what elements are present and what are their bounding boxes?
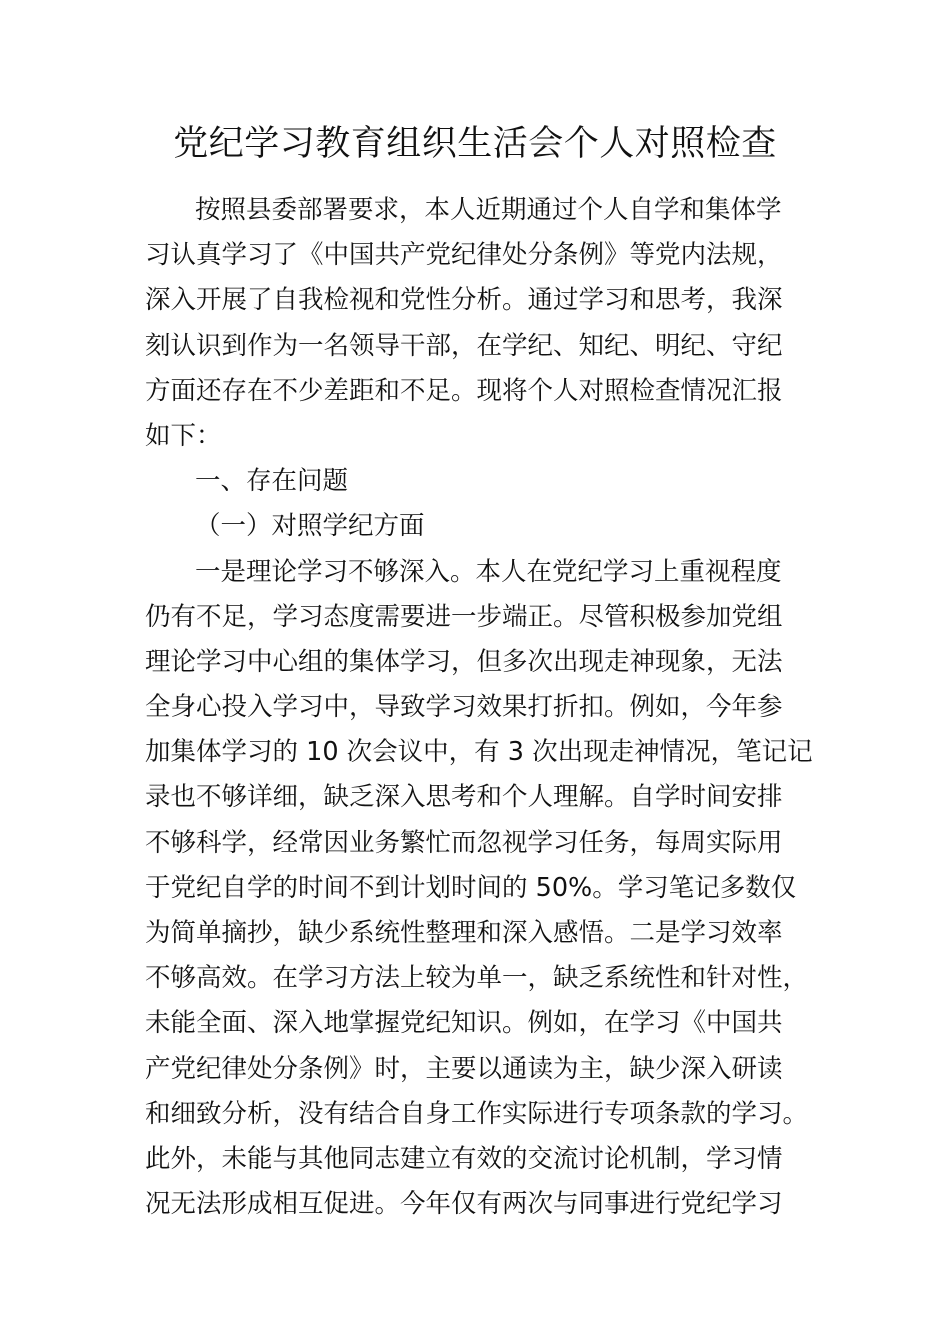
document-title: 党纪学习教育组织生活会个人对照检查 — [173, 124, 777, 164]
text-line: 此外，未能与其他同志建立有效的交流讨论机制，学习情 — [145, 1143, 783, 1174]
document-body — [145, 188, 813, 1227]
text-line: 方面还存在不少差距和不足。现将个人对照检查情况汇报 — [145, 375, 783, 406]
text-line: （一）对照学纪方面 — [195, 511, 425, 542]
text-line: 产党纪律处分条例》时，主要以通读为主，缺少深入研读 — [145, 1053, 783, 1084]
text-line: 刻认识到作为一名领导干部，在学纪、知纪、明纪、守纪 — [145, 330, 783, 361]
text-line: 一、存在问题 — [195, 466, 349, 497]
text-line: 于党纪自学的时间不到计划时间的 50%。学习笔记多数仅 — [145, 872, 797, 903]
text-line: 理论学习中心组的集体学习，但多次出现走神现象，无法 — [145, 646, 783, 677]
text-line: 一是理论学习不够深入。本人在党纪学习上重视程度 — [195, 556, 782, 587]
text-line: 未能全面、深入地掌握党纪知识。例如，在学习《中国共 — [145, 1008, 783, 1039]
text-line: 仍有不足，学习态度需要进一步端正。尽管积极参加党组 — [145, 601, 783, 632]
text-line: 况无法形成相互促进。今年仅有两次与同事进行党纪学习 — [145, 1189, 783, 1220]
text-line: 不够高效。在学习方法上较为单一，缺乏系统性和针对性， — [145, 963, 809, 994]
text-line: 录也不够详细，缺乏深入思考和个人理解。自学时间安排 — [145, 782, 783, 813]
text-line: 如下： — [145, 420, 222, 451]
text-line: 不够科学，经常因业务繁忙而忽视学习任务，每周实际用 — [145, 827, 783, 858]
text-line: 加集体学习的 10 次会议中，有 3 次出现走神情况，笔记记 — [145, 737, 813, 768]
text-line: 深入开展了自我检视和党性分析。通过学习和思考，我深 — [145, 285, 783, 316]
text-line: 习认真学习了《中国共产党纪律处分条例》等党内法规， — [145, 240, 783, 271]
text-line: 和细致分析，没有结合自身工作实际进行专项条款的学习。 — [145, 1098, 809, 1129]
text-line: 按照县委部署要求，本人近期通过个人自学和集体学 — [195, 195, 782, 225]
text-line: 全身心投入学习中，导致学习效果打折扣。例如，今年参 — [145, 692, 783, 723]
text-line: 为简单摘抄，缺少系统性整理和深入感悟。二是学习效率 — [145, 918, 783, 948]
